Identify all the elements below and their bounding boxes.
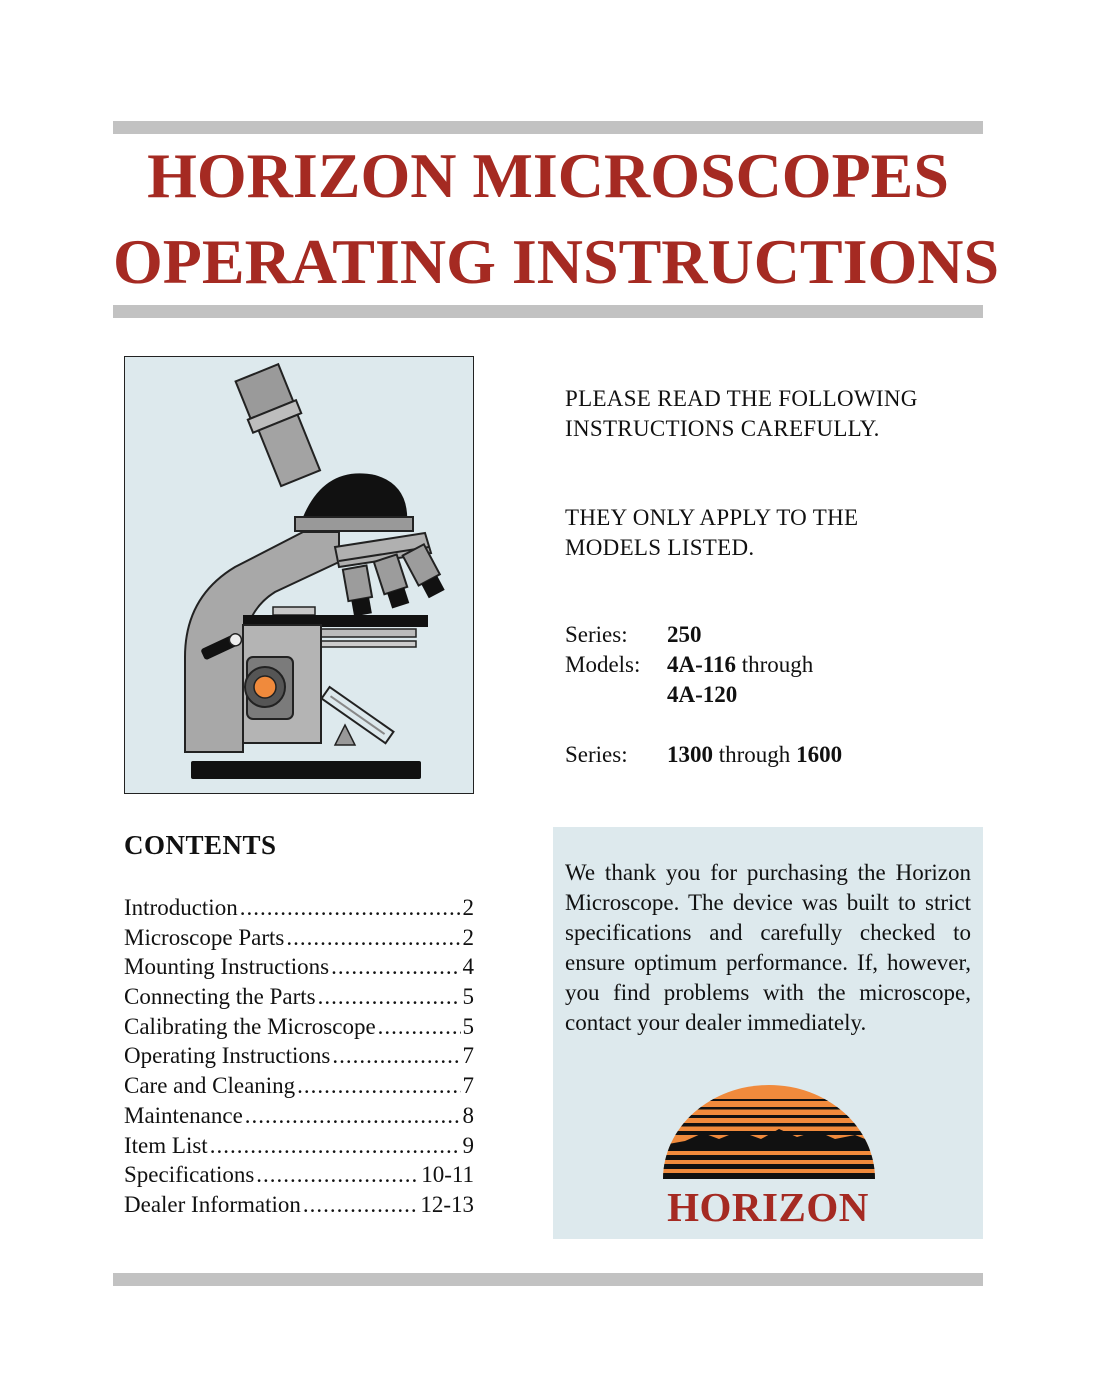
toc-entry: [124, 893, 474, 923]
toc-leader: [240, 893, 461, 923]
series2-label: Series:: [565, 742, 628, 767]
contents-heading: CONTENTS: [124, 830, 277, 860]
thank-you-text: We thank you for purchasing the Horizon Microscope. The device was built to strict specifications and carefully checked to ensure optimum performance. If, however, you find problems with the microscope, contact your dealer immediately.: [565, 860, 971, 1035]
page-subtitle: OPERATING INSTRUCTIONS: [113, 226, 1000, 297]
toc-entry: [124, 952, 474, 982]
horizon-sun-logo-icon: [663, 1085, 875, 1179]
toc-page: 8: [462, 1102, 474, 1128]
toc-page: 2: [462, 895, 474, 920]
models-to: 4A-120: [667, 682, 738, 707]
notice-line-3: THEY ONLY APPLY TO THE: [565, 505, 859, 530]
toc-label: Maintenance: [124, 1102, 243, 1128]
toc-page: 9: [462, 1132, 474, 1158]
toc-leader: [286, 923, 460, 953]
toc-leader: [297, 1071, 460, 1101]
series-value: 250: [667, 622, 702, 647]
toc-label: Mounting Instructions: [124, 954, 330, 980]
horizon-logo-text: HORIZON: [667, 1184, 869, 1230]
models-label: Models:: [565, 652, 641, 677]
toc-leader: [210, 1131, 461, 1161]
toc-page: 2: [462, 924, 474, 950]
toc-label: Calibrating the Microscope: [124, 1013, 376, 1039]
toc-label: Microscope Parts: [124, 924, 285, 950]
toc-entry: [124, 923, 474, 953]
series2-from: 1300: [667, 742, 713, 767]
bottom-rule: [113, 1273, 983, 1286]
toc-label: Specifications: [124, 1162, 255, 1188]
thank-you-panel: [553, 827, 983, 1239]
toc-leader: [318, 982, 461, 1012]
notice-line-4: MODELS LISTED.: [565, 535, 755, 560]
microscope-icon: [125, 357, 472, 792]
toc-leader: [332, 1041, 460, 1071]
toc-leader: [245, 1101, 461, 1131]
toc-label: Item List: [124, 1132, 208, 1158]
toc-label: Dealer Information: [124, 1191, 301, 1217]
notice-line-2: INSTRUCTIONS CAREFULLY.: [565, 416, 880, 441]
through-word: through: [741, 652, 814, 677]
through-word-2: through: [718, 742, 791, 767]
table-of-contents: [124, 893, 474, 1220]
toc-entry: [124, 1160, 474, 1190]
toc-label: Care and Cleaning: [124, 1073, 296, 1099]
toc-page: 12-13: [420, 1191, 474, 1217]
toc-leader: [256, 1160, 419, 1190]
toc-page: 7: [462, 1073, 474, 1099]
toc-entry: [124, 1190, 474, 1220]
toc-page: 10-11: [421, 1162, 474, 1188]
toc-page: 4: [462, 954, 474, 980]
toc-label: Connecting the Parts: [124, 984, 316, 1010]
notice-line-1: PLEASE READ THE FOLLOWING: [565, 386, 918, 411]
toc-page: 7: [462, 1043, 474, 1069]
toc-entry: [124, 1131, 474, 1161]
toc-page: 5: [462, 984, 474, 1010]
page-title: HORIZON MICROSCOPES: [147, 140, 949, 211]
toc-label: Introduction: [124, 895, 238, 920]
toc-leader: [331, 952, 460, 982]
toc-entry: [124, 1041, 474, 1071]
top-rule: [113, 121, 983, 134]
toc-entry: [124, 1012, 474, 1042]
toc-entry: [124, 1101, 474, 1131]
models-from: 4A-116: [667, 652, 736, 677]
microscope-illustration: [124, 356, 474, 794]
toc-leader: [378, 1012, 461, 1042]
toc-entry: [124, 982, 474, 1012]
header-bottom-rule: [113, 305, 983, 318]
toc-leader: [303, 1190, 418, 1220]
toc-label: Operating Instructions: [124, 1043, 331, 1069]
toc-entry: [124, 1071, 474, 1101]
series2-to: 1600: [796, 742, 843, 767]
toc-page: 5: [462, 1013, 474, 1039]
series-label: Series:: [565, 622, 628, 647]
